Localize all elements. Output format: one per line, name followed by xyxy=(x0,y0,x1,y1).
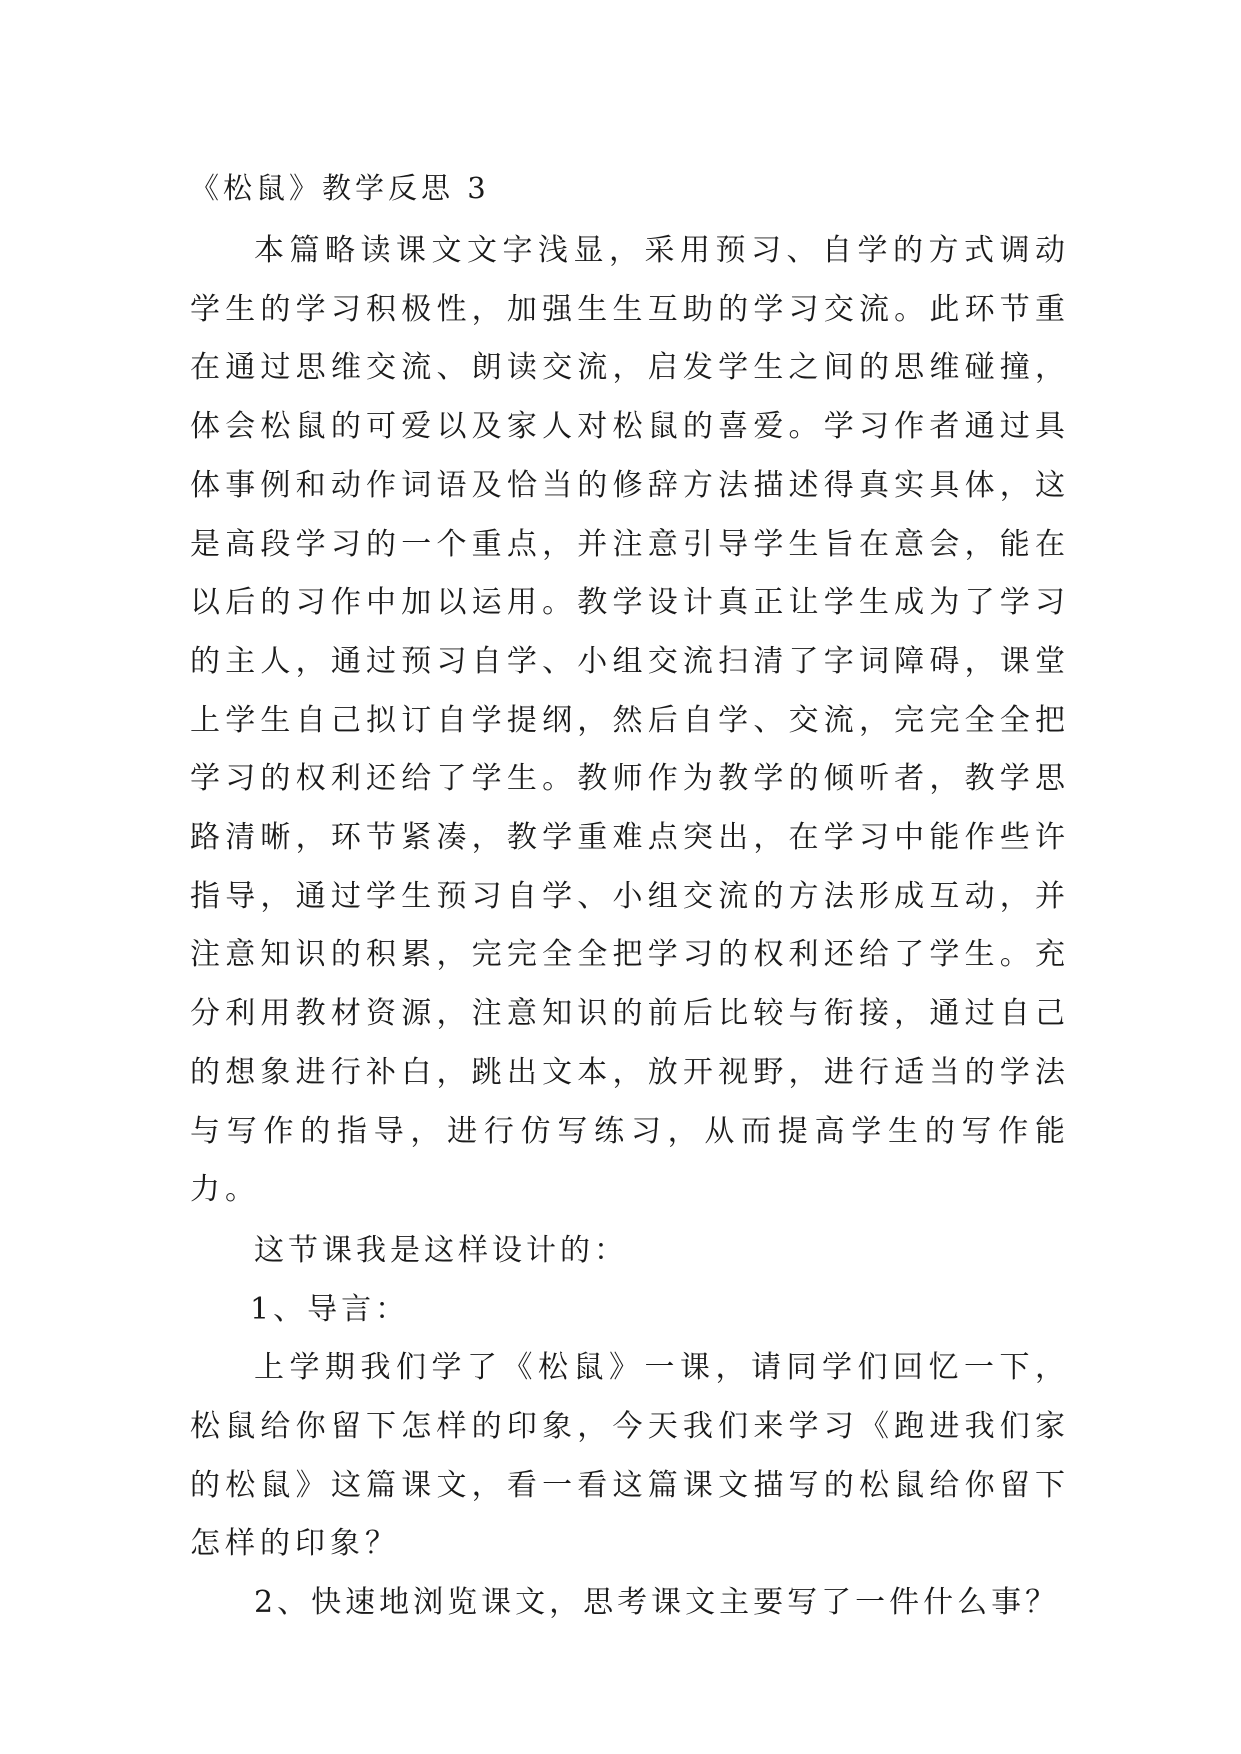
document-body xyxy=(190,166,1070,1633)
reflection-paragraph: 本篇略读课文文字浅显，采用预习、自学的方式调动学生的学习积极性，加强生生互助的学习交流。此环节重在通过思维交流、朗读交流，启发学生之间的思维碰撞，体会松鼠的可爱以及家人对松鼠的喜爱。学习作者通过具体事例和动作词语及恰当的修辞方法描述得真实具体，这是高段学习的一个重点，并注意引导学生旨在意会，能在以后的习作中加以运用。教学设计真正让学生成为了学习的主人，通过预习自学、小组交流扫清了字词障碍，课堂上学生自己拟订自学提纲，然后自学、交流，完完全全把学习的权利还给了学生。教师作为教学的倾听者，教学思路清晰，环节紧凑，教学重难点突出，在学习中能作些许指导，通过学生预习自学、小组交流的方法形成互动，并注意知识的积累，完完全全把学习的权利还给了学生。充分利用教材资源，注意知识的前后比较与衔接，通过自己的想象进行补白，跳出文本，放开视野，进行适当的学法与写作的指导，进行仿写练习，从而提高学生的写作能力。 xyxy=(190,233,1070,1208)
design-intro-paragraph: 这节课我是这样设计的： xyxy=(254,1232,628,1268)
step1-heading: 1、导言： xyxy=(250,1291,410,1327)
step2-paragraph: 2、快速地浏览课文，思考课文主要写了一件什么事？ xyxy=(254,1585,1060,1621)
step1-body-paragraph: 上学期我们学了《松鼠》一课，请同学们回忆一下，松鼠给你留下怎样的印象，今天我们来学习《跑进我们家的松鼠》这篇课文，看一看这篇课文描写的松鼠给你留下怎样的印象？ xyxy=(190,1350,1070,1562)
document-title: 《松鼠》教学反思 3 xyxy=(190,171,490,205)
